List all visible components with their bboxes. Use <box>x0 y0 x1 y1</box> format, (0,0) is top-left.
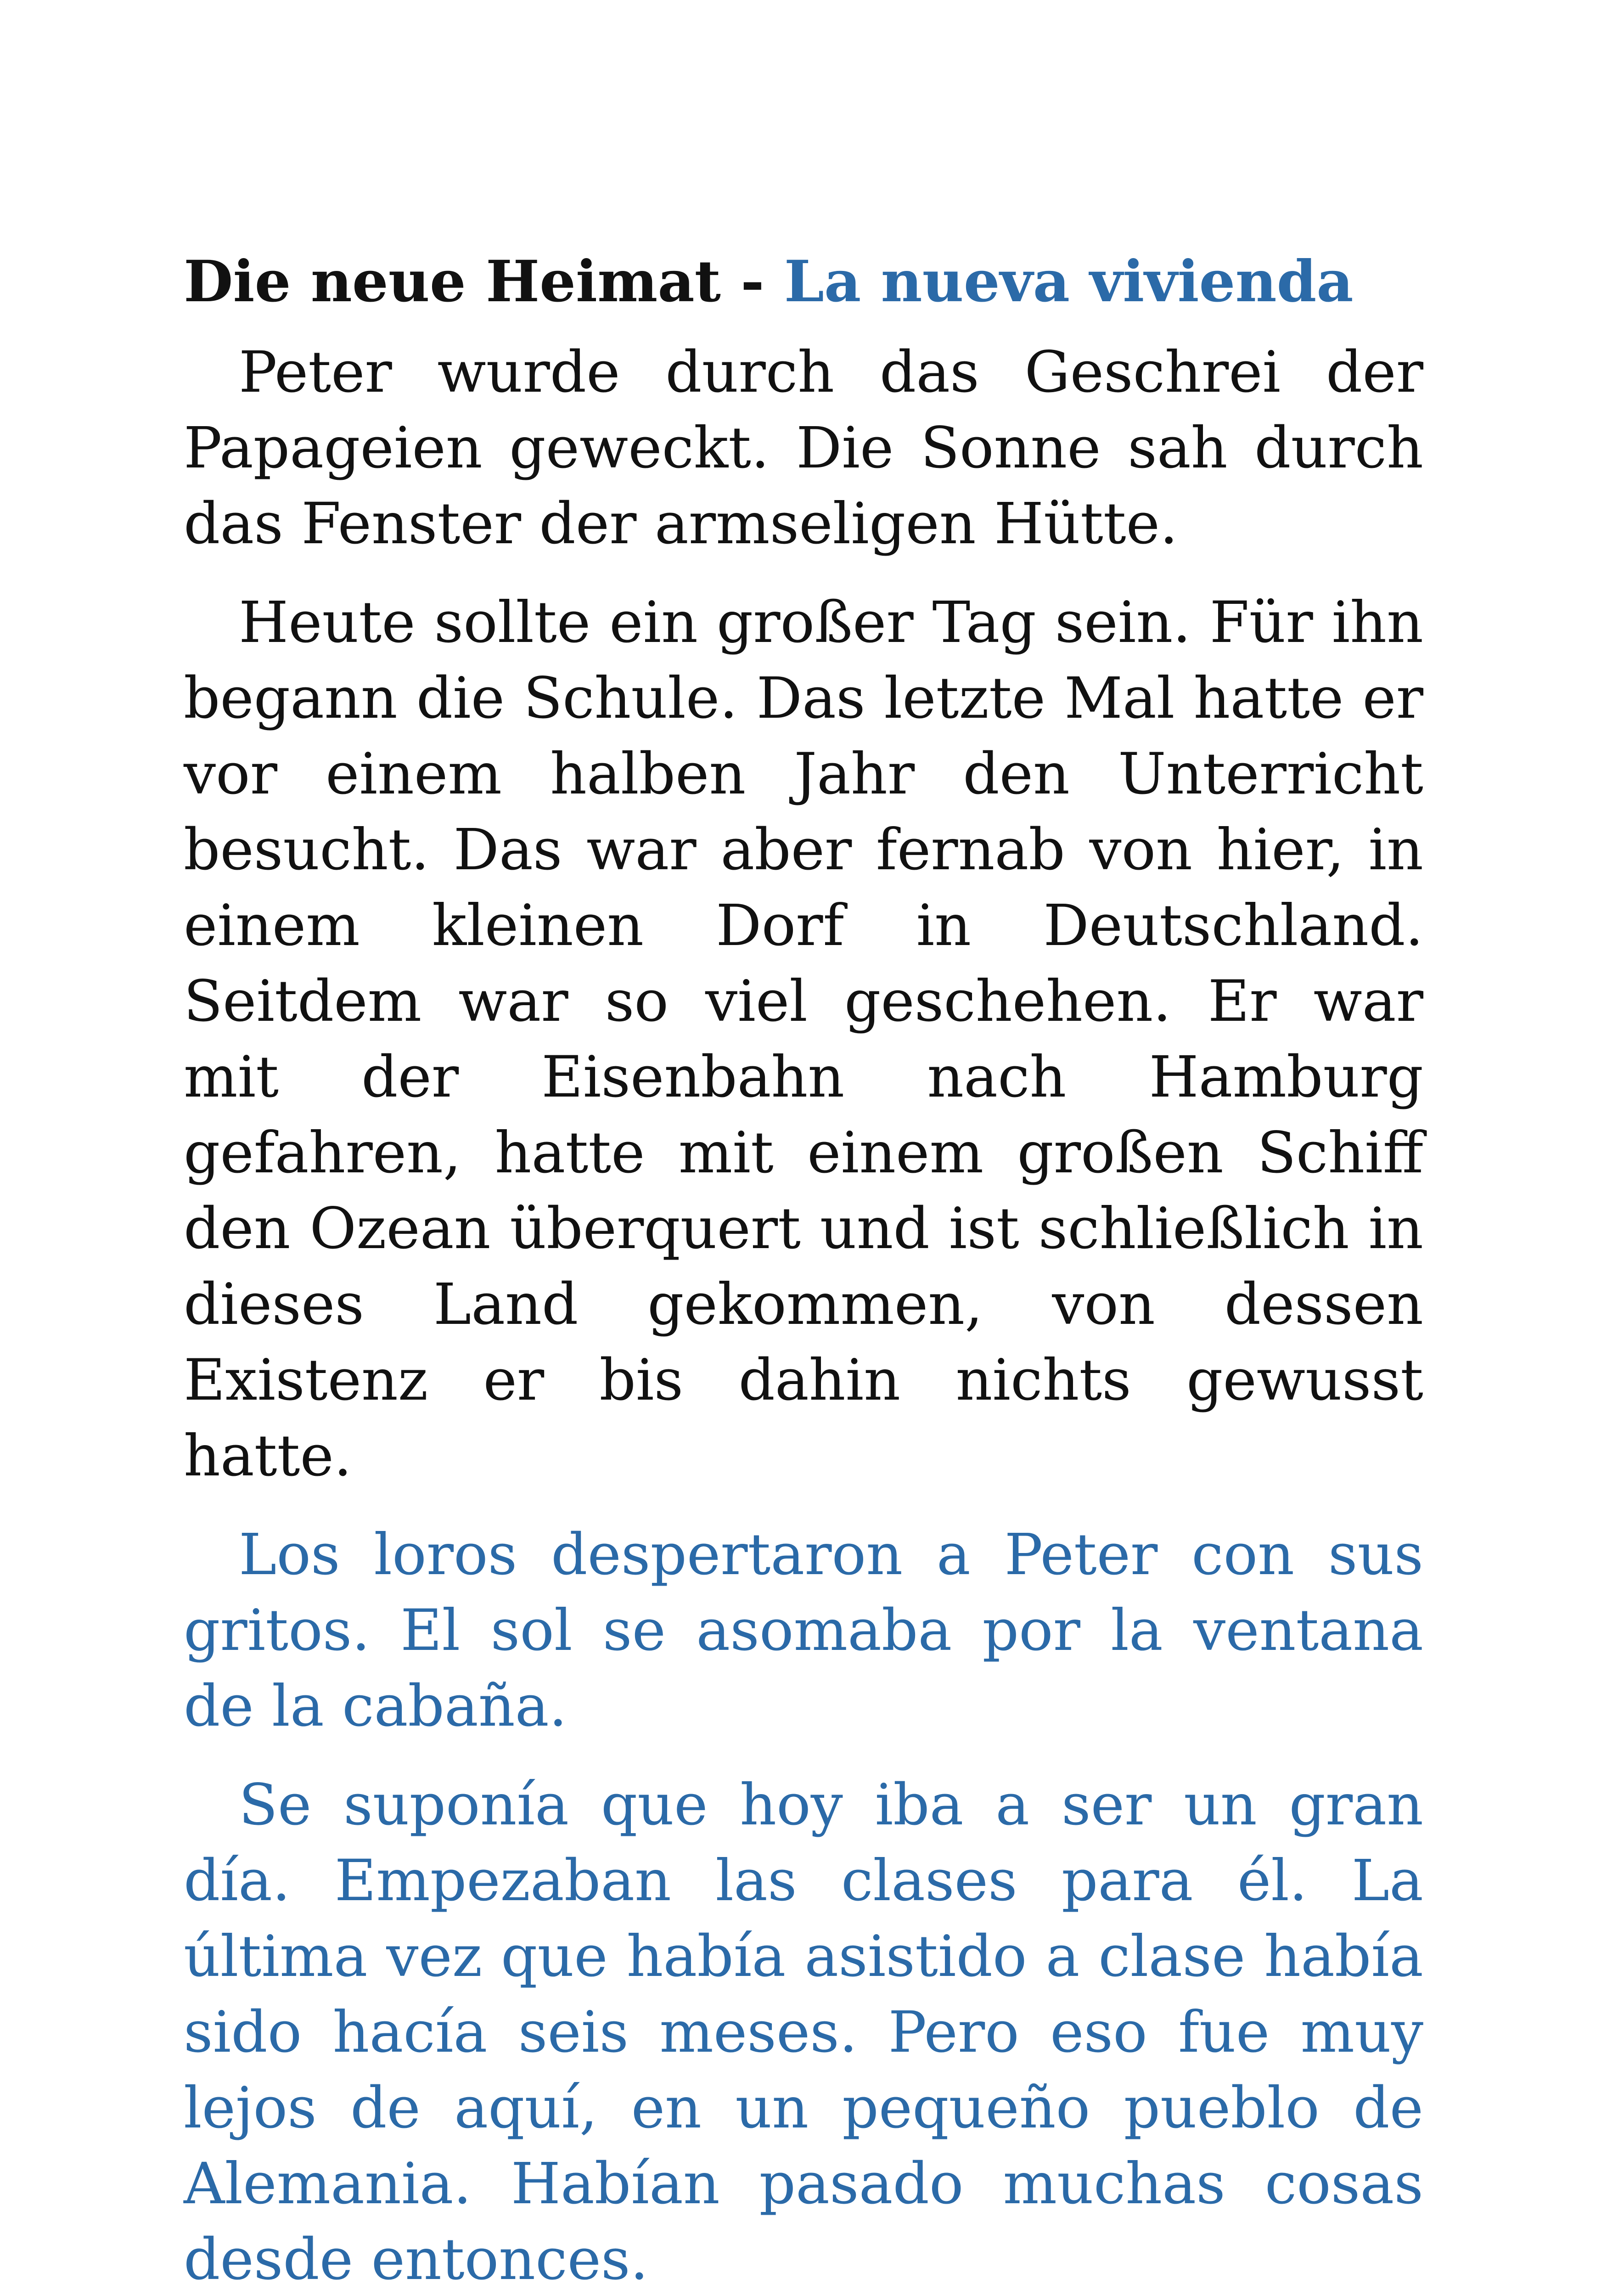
german-paragraph-1: Peter wurde durch das Geschrei der Papageien geweckt. Die Sonne sah durch das Fenster der armseligen Hütte. <box>184 339 1423 557</box>
german-paragraph-2: Heute sollte ein großer Tag sein. Für ihn begann die Schule. Das letzte Mal hatte er vor einem halben Jahr den Unterricht besucht. Das war aber fernab von hier, in einem kleinen Dorf in Deutschland. Seitdem war so viel geschehen. Er war mit der Eisenbahn nach Hamburg gefahren, hatte mit einem großen Schiff den Ozean überquert und ist schließlich in dieses Land gekommen, von dessen Existenz er bis dahin nichts gewusst hatte. <box>184 589 1423 1489</box>
chapter-title-separator: - <box>720 248 784 315</box>
chapter-title <box>184 248 1423 316</box>
spanish-paragraph-1: Los loros despertaron a Peter con sus gritos. El sol se asomaba por la ventana de la cabaña. <box>184 1521 1423 1739</box>
chapter-title-german: Die neue Heimat <box>184 248 721 315</box>
book-page <box>184 248 1423 2296</box>
chapter-title-spanish: La nueva vivienda <box>784 248 1354 315</box>
spanish-paragraph-2: Se suponía que hoy iba a ser un gran día. Empezaban las clases para él. La última vez que había asistido a clase había sido hacía seis meses. Pero eso fue muy lejos de aquí, en un pequeño pueblo de Alemania. Habían pasado muchas cosas desde entonces. <box>184 1772 1423 2293</box>
